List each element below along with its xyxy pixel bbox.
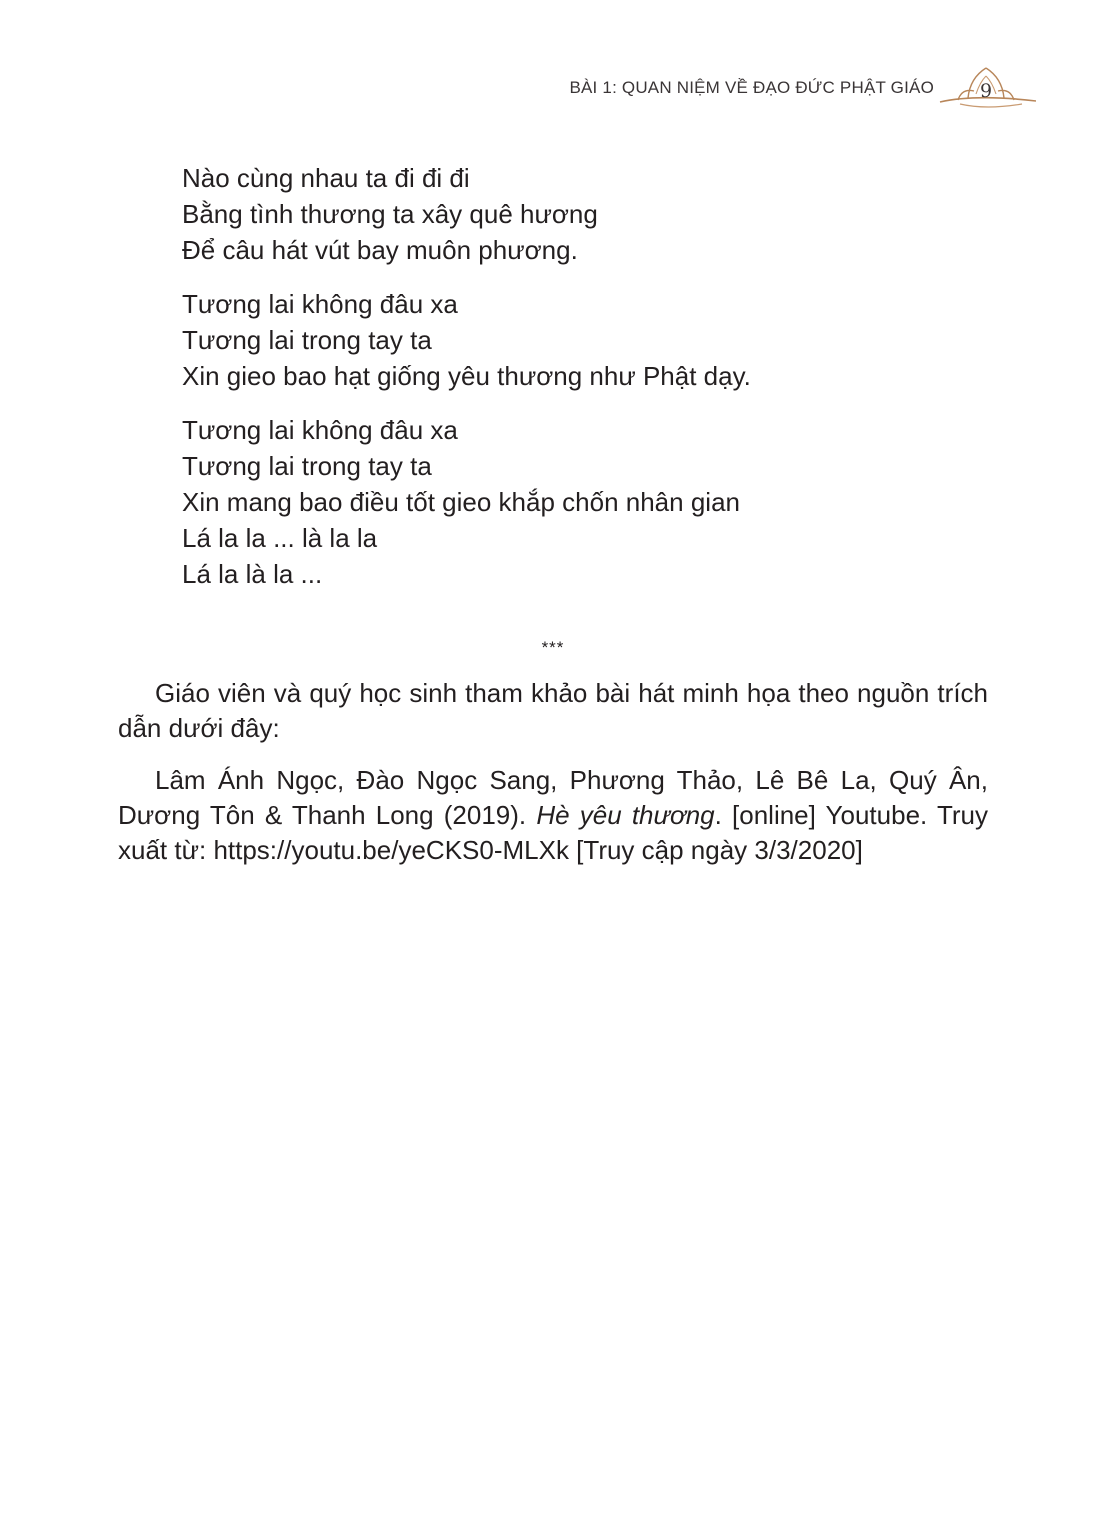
- section-separator: ***: [541, 638, 565, 657]
- page-number: 9: [979, 80, 993, 102]
- lyric-line: Lá la là la ...: [182, 559, 323, 589]
- lyric-line: Xin gieo bao hạt giống yêu thương như Phật dạy.: [182, 361, 751, 391]
- citation-authors: Lâm Ánh Ngọc, Đào Ngọc Sang, Phương Thảo, Lê Bê La, Quý Ân, Dương Tôn & Thanh Long (2019).: [118, 765, 988, 830]
- lyric-line: Lá la la ... là la la: [182, 523, 378, 553]
- song-lyrics: [182, 160, 751, 610]
- citation-source: . [online] Youtube. Truy xuất từ: https://youtu.be/yeCKS0-MLXk [Truy cập ngày 3/3/2020]: [118, 800, 988, 865]
- lyric-line: Tương lai trong tay ta: [182, 451, 432, 481]
- lyrics-stanza: [182, 286, 751, 394]
- citation-song-title: Hè yêu thương: [536, 800, 715, 830]
- lyric-line: Tương lai trong tay ta: [182, 325, 432, 355]
- running-header-title: BÀI 1: QUAN NIỆM VỀ ĐẠO ĐỨC PHẬT GIÁO: [569, 78, 934, 97]
- lyric-line: Tương lai không đâu xa: [182, 415, 458, 445]
- body-text: [118, 676, 988, 885]
- lyrics-stanza: [182, 412, 751, 592]
- lyric-line: Để câu hát vút bay muôn phương.: [182, 235, 578, 265]
- lyrics-stanza: [182, 160, 751, 268]
- lyric-line: Xin mang bao điều tốt gieo khắp chốn nhân gian: [182, 487, 740, 517]
- citation-paragraph: [118, 763, 988, 868]
- lyric-line: Tương lai không đâu xa: [182, 289, 458, 319]
- lyric-line: Nào cùng nhau ta đi đi đi: [182, 163, 470, 193]
- intro-paragraph: Giáo viên và quý học sinh tham khảo bài hát minh họa theo nguồn trích dẫn dưới đây:: [118, 678, 988, 743]
- lyric-line: Bằng tình thương ta xây quê hương: [182, 199, 598, 229]
